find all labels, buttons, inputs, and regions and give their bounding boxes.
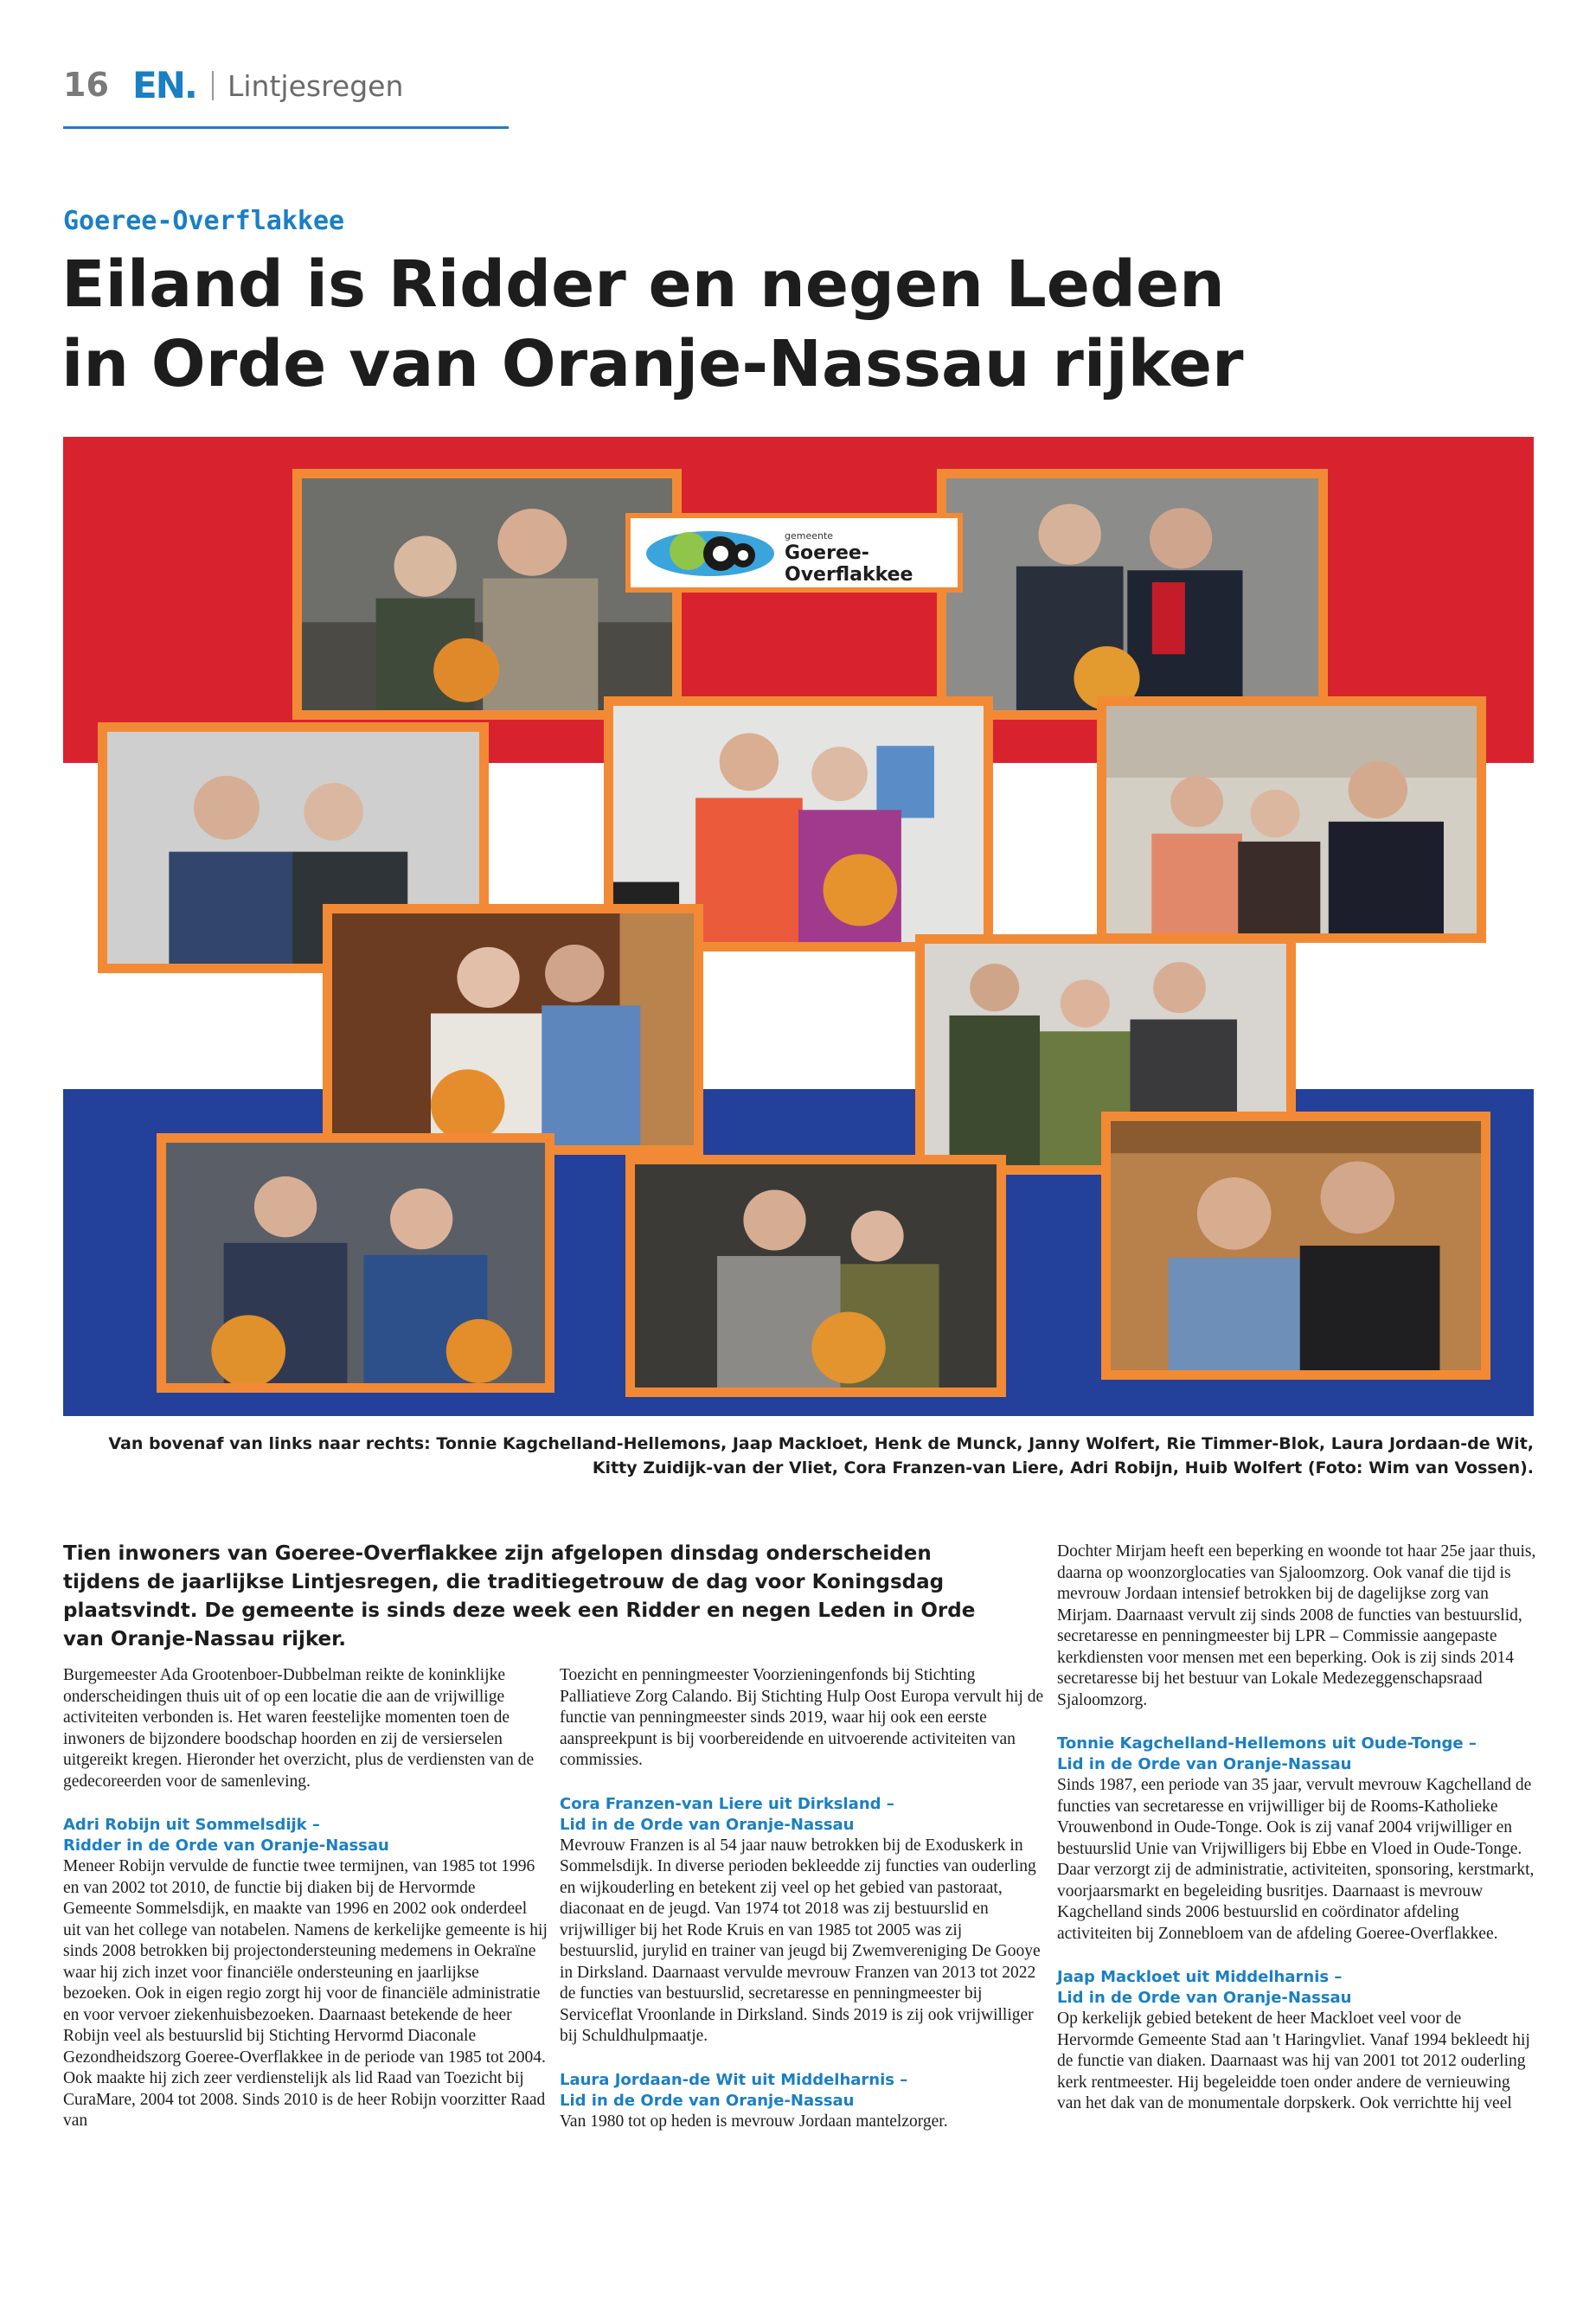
header-divider — [212, 71, 214, 100]
article-column-1 — [63, 1665, 548, 2132]
subheading-line: Laura Jordaan-de Wit uit Middelharnis – — [560, 2070, 908, 2089]
article-kicker: Goeree-Overflakkee — [63, 206, 345, 236]
subheading — [1057, 1967, 1537, 2009]
subheading-line: Lid in de Orde van Oranje-Nassau — [560, 2091, 855, 2110]
paragraph: Meneer Robijn vervulde de functie twee termijnen, van 1985 tot 1996 en van 2002 tot 2010, de functie bij diaken bij de Hervormde Gemeente Sommelsdijk, en maakte van 1996 en 2002 ook onderdeel uit van het college van notabelen. Namens de kerkelijke gemeente is hij sinds 2008 betrokken bij projectondersteuning medemens in Oekraïne waar hij zich inzet voor financiële ondersteuning en jaarlijkse bezoeken. Ook in eigen regio zorgt hij voor de financiële administratie en voor vervoer ziekenhuisbezoeken. Daarnaast betekende de heer Robijn veel als bestuurslid bij Stichting Hervormd Diaconale Gezondheidszorg Goeree-Overflakkee in de periode van 1985 tot 2004. Ook maakte hij zich zeer verdienstelijk als lid Raad van Toezicht bij CuraMare, 2004 tot 2008. Sinds 2010 is de heer Robijn voorzitter Raad van — [63, 1857, 548, 2130]
paragraph: Van 1980 tot op heden is mevrouw Jordaan mantelzorger. — [560, 2112, 948, 2131]
award-photo — [323, 904, 703, 1155]
subheading-line: Adri Robijn uit Sommelsdijk – — [63, 1816, 320, 1834]
header-rule — [63, 126, 509, 129]
subheading-line: Lid in de Orde van Oranje-Nassau — [560, 1815, 855, 1834]
award-photo — [937, 469, 1328, 720]
paragraph: Sinds 1987, een periode van 35 jaar, vervult mevrouw Kagchelland de functies van secretaresse en vrijwilliger bij de Rooms-Katholieke Vrouwenbond in Oude-Tonge. Ook is zij vanaf 2004 vrijwilliger en bestuurslid Unie van Vrijwilligers bij Ebbe en Vloed in Oude-Tonge. Daar verzorgt zij de administratie, activiteiten, sponsoring, kerstmarkt, voorjaarsmarkt en begeleiding busritjes. Daarnaast is mevrouw Kagchelland sinds 2006 bestuurslid en coördinator afdeling activiteiten bij Zonnebloem van de afdeling Goeree-Overflakkee. — [1057, 1776, 1535, 1943]
caption-line-2: Kitty Zuidijk-van der Vliet, Cora Franzen-van Liere, Adri Robijn, Huib Wolfert (Foto: Wim van Vossen). — [592, 1458, 1534, 1477]
paragraph: Burgemeester Ada Grootenboer-Dubbelman reikte de koninklijke onderscheidingen thuis uit of op een locatie die aan de vrijwillige activiteiten verbonden is. Het waren feestelijke momenten toen de inwoners de bijzondere boodschap hoorden en zij de versierselen uitgereikt kregen. Hieronder het overzicht, plus de verdiensten van de gedecoreerden voor de samenleving. — [63, 1666, 535, 1791]
photo-collage — [63, 437, 1534, 1416]
gemeente-logo-small: gemeente — [785, 530, 834, 542]
headline-line-2: in Orde van Oranje-Nassau rijker — [61, 327, 1244, 401]
article-headline — [61, 245, 1549, 404]
subheading-line: Lid in de Orde van Oranje-Nassau — [1057, 1989, 1352, 2007]
subheading-line: Tonnie Kagchelland-Hellemons uit Oude-Tonge – — [1057, 1734, 1477, 1753]
gemeente-logo-icon — [641, 527, 779, 580]
photo-caption — [63, 1432, 1534, 1480]
article-column-3 — [1057, 1541, 1537, 2115]
paragraph: Toezicht en penningmeester Voorzieningenfonds bij Stichting Palliatieve Zorg Calando. Bij Stichting Hulp Oost Europa vervult hij de functie van penningmeester sinds 2019, waar hij ook een eerste aanspreekpunt is bij voorbereidende en uitvoerende activiteiten van commissies. — [560, 1666, 1044, 1769]
article-column-2 — [560, 1665, 1044, 2132]
award-photo — [625, 1155, 1006, 1397]
paragraph: Op kerkelijk gebied betekent de heer Mackloet veel voor de Hervormde Gemeente Stad aan 't Haringvliet. Vanaf 1994 bekleedt hij de functie van diaken. Daarnaast was hij van 2001 tot 2012 ouderling kerk rentmeester. Hij begeleidde toen onder andere de vernieuwing van het dak van de monumentale dorpskerk. Ook verrichtte hij veel — [1057, 2009, 1530, 2112]
subheading-line: Jaap Mackloet uit Middelharnis – — [1057, 1968, 1343, 1986]
paragraph: Mevrouw Franzen is al 54 jaar nauw betrokken bij de Exoduskerk in Sommelsdijk. In diverse perioden bekleedde zij functies van ouderling en wijkouderling en betekent zij veel op het gebied van pastoraat, diaconaat en de jeugd. Van 1974 tot 2018 was zij bestuurslid en vrijwilliger bij het Rode Kruis en van 1985 tot 2005 was zij bestuurslid, jurylid en trainer van jeugd bij Zwemvereniging De Gooye in Dirksland. Daarnaast vervulde mevrouw Franzen van 2013 tot 2022 de functies van bestuurslid, secretaresse en penningmeester bij Serviceflat Vroonlande in Dirksland. Sinds 2019 is zij ook vrijwilliger bij Schuldhulpmaatje. — [560, 1836, 1041, 2045]
subheading — [560, 2070, 1044, 2112]
subheading — [63, 1815, 548, 1856]
gemeente-logo — [625, 513, 963, 593]
award-photo — [1101, 1112, 1490, 1380]
article-intro: Tien inwoners van Goeree-Overflakkee zijn afgelopen dinsdag onderscheiden tijdens de jaarlijkse Lintjesregen, die traditiegetrouw de dag voor Koningsdag plaatsvindt. De gemeente is sinds deze week een Ridder en negen Leden in Orde van Oranje-Nassau rijker. — [63, 1542, 976, 1650]
section-name: Lintjesregen — [228, 69, 404, 103]
caption-line-1: Van bovenaf van links naar rechts: Tonnie Kagchelland-Hellemons, Jaap Mackloet, Henk de Munck, Janny Wolfert, Rie Timmer-Blok, Laura Jordaan-de Wit, — [108, 1434, 1534, 1453]
award-photo — [1097, 696, 1486, 943]
subheading-line: Ridder in de Orde van Oranje-Nassau — [63, 1836, 389, 1855]
headline-line-1: Eiland is Ridder en negen Leden — [61, 247, 1225, 322]
page-header — [63, 66, 513, 130]
subheading-line: Cora Franzen-van Liere uit Dirksland – — [560, 1794, 894, 1813]
page-number: 16 — [63, 66, 109, 104]
award-photo — [292, 469, 682, 720]
gemeente-logo-name: Goeree-Overflakkee — [785, 542, 913, 586]
subheading-line: Lid in de Orde van Oranje-Nassau — [1057, 1755, 1352, 1773]
award-photo — [157, 1133, 554, 1393]
subheading — [560, 1794, 1044, 1836]
newspaper-logo: EN. — [132, 64, 196, 106]
paragraph: Dochter Mirjam heeft een beperking en woonde tot haar 25e jaar thuis, daarna op woonzorglocaties van Sjaloomzorg. Ook vanaf die tijd is mevrouw Jordaan intensief betrokken bij de dagelijkse zorg van Mirjam. Daarnaast vervult zij sinds 2008 de functies van bestuurslid, secretaresse en penningmeester bij LPR – Commissie aangepaste kerkdiensten voor mensen met een beperking. Ook is zij sinds 2014 secretaresse bij het bestuur van Lokale Medezeggenschapsraad Sjaloomzorg. — [1057, 1542, 1536, 1709]
subheading — [1057, 1734, 1537, 1775]
